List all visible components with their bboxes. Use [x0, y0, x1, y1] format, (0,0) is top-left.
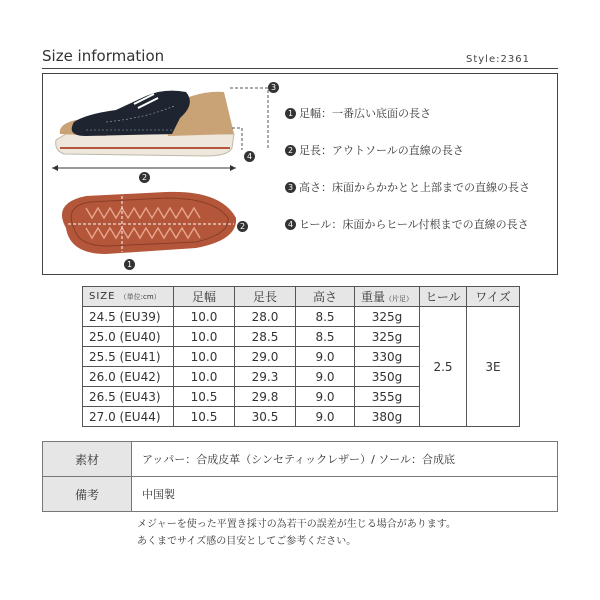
table-row: 27.0 (EU44) 10.5 30.5 9.0 380g	[83, 407, 520, 427]
marker-2-side: 2	[139, 172, 150, 183]
style-code: Style:2361	[466, 54, 530, 65]
note-length: 2 足長：アウトソールの直線の長さ	[285, 145, 530, 157]
col-width: 足幅	[174, 287, 235, 307]
title-divider	[42, 68, 558, 69]
material-row	[43, 442, 558, 477]
shoe-sole-view	[62, 192, 236, 254]
note-height: 3 高さ：床面からかかとと上部までの直線の長さ	[285, 182, 530, 194]
note-heel: 4 ヒール：床面からヒール付根までの直線の長さ	[285, 219, 530, 231]
marker-3: 3	[268, 82, 279, 93]
remarks-label: 備考	[43, 477, 132, 512]
measurement-notes	[285, 108, 530, 256]
material-value: アッパー：合成皮革（シンセティックレザー）/ ソール：合成底	[132, 442, 558, 477]
col-heel: ヒール	[420, 287, 467, 307]
table-row: 26.0 (EU42) 10.0 29.3 9.0 350g	[83, 367, 520, 387]
marker-2-sole: 2	[237, 221, 248, 232]
col-length: 足長	[235, 287, 296, 307]
wise-value: 3E	[467, 307, 520, 427]
col-size: SIZE （単位:cm）	[83, 287, 174, 307]
col-weight: 重量（片足）	[355, 287, 420, 307]
footnote-line-2: あくまでサイズ感の目安としてご参考ください。	[137, 536, 357, 547]
heel-value: 2.5	[420, 307, 467, 427]
marker-4: 4	[244, 151, 255, 162]
material-label: 素材	[43, 442, 132, 477]
shoe-side-view	[56, 84, 234, 156]
col-wise: ワイズ	[467, 287, 520, 307]
footnote	[137, 516, 456, 550]
shoe-diagram	[46, 78, 276, 272]
table-row: 25.5 (EU41) 10.0 29.0 9.0 330g	[83, 347, 520, 367]
marker-1: 1	[124, 259, 135, 270]
table-row: 26.5 (EU43) 10.5 29.8 9.0 355g	[83, 387, 520, 407]
table-row: 25.0 (EU40) 10.0 28.5 8.5 325g	[83, 327, 520, 347]
remarks-value: 中国製	[132, 477, 558, 512]
remarks-row	[43, 477, 558, 512]
page-title: Size information	[42, 47, 165, 65]
size-table-header	[83, 287, 520, 307]
table-row: 24.5 (EU39) 10.0 28.0 8.5 325g 2.5 3E	[83, 307, 520, 327]
col-height: 高さ	[296, 287, 355, 307]
materials-table	[42, 441, 558, 512]
footnote-line-1: メジャーを使った平置き採寸の為若干の誤差が生じる場合があります。	[137, 519, 456, 530]
size-table	[82, 286, 520, 427]
note-width: 1 足幅：一番広い底面の長さ	[285, 108, 530, 120]
